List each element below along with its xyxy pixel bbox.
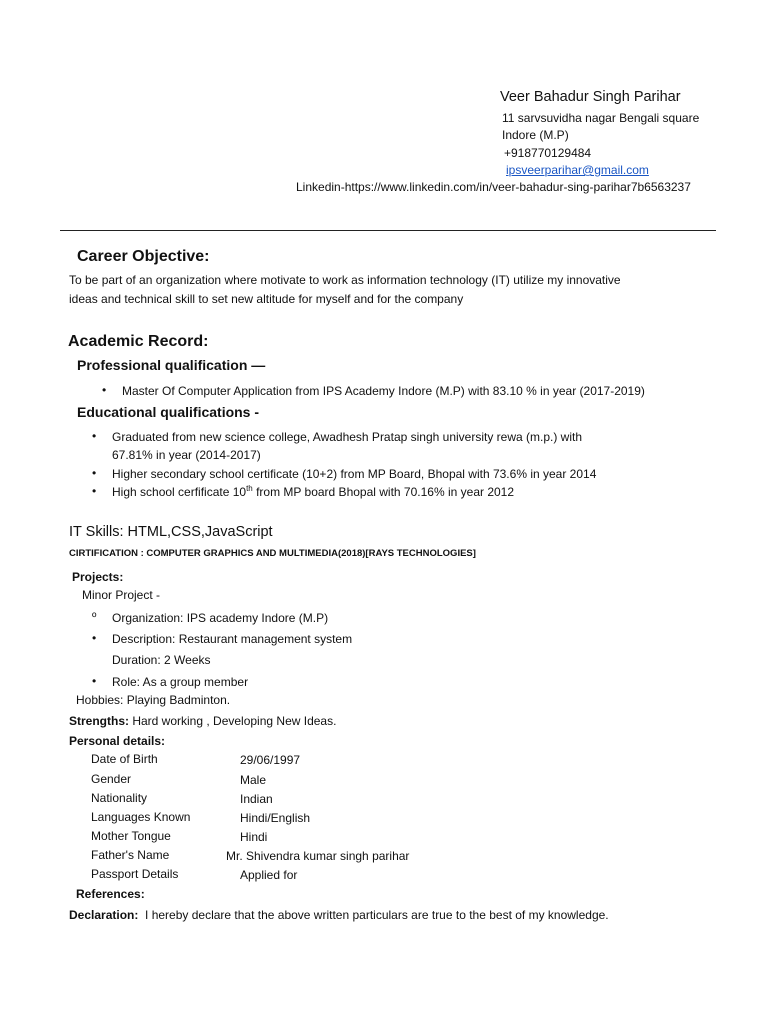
career-objective-line-1: To be part of an organization where motivate to work as information technology (IT) utilize my innovative <box>69 273 621 287</box>
circle-bullet-icon: º <box>92 610 97 624</box>
education-item-1-line-2: 67.81% in year (2014-2017) <box>112 448 261 462</box>
dob-value: 29/06/1997 <box>240 753 301 767</box>
certification: CIRTIFICATION : COMPUTER GRAPHICS AND MULTIMEDIA(2018)[RAYS TECHNOLOGIES] <box>69 548 476 559</box>
minor-project-label: Minor Project - <box>82 588 161 602</box>
education-item-1-line-1: Graduated from new science college, Awadhesh Pratap singh university rewa (m.p.) with <box>112 430 583 444</box>
education-item-2: Higher secondary school certificate (10+2) from MP Board, Bhopal with 73.6% in year 2014 <box>112 467 597 481</box>
academic-record-heading: Academic Record: <box>68 333 209 350</box>
phone-number: +918770129484 <box>504 146 592 160</box>
gender-value: Male <box>240 773 267 787</box>
declaration: Declaration: I hereby declare that the above written particulars are true to the best of my knowledge. <box>69 908 609 922</box>
header-divider <box>60 230 716 231</box>
hobbies: Hobbies: Playing Badminton. <box>76 693 231 707</box>
mother-tongue-label: Mother Tongue <box>91 829 171 843</box>
languages-value: Hindi/English <box>240 811 311 825</box>
candidate-name: Veer Bahadur Singh Parihar <box>500 89 681 105</box>
bullet-icon: • <box>92 484 97 498</box>
fathers-name-value: Mr. Shivendra kumar singh parihar <box>226 849 410 863</box>
passport-label: Passport Details <box>91 867 179 881</box>
references-heading: References: <box>76 887 145 901</box>
bullet-icon: • <box>92 466 97 480</box>
address-line-2: Indore (M.P) <box>502 128 569 142</box>
dob-label: Date of Birth <box>91 752 158 766</box>
mother-tongue-value: Hindi <box>240 830 268 844</box>
passport-value: Applied for <box>240 868 298 882</box>
project-description: Description: Restaurant management system <box>112 632 353 646</box>
educational-qualifications-heading: Educational qualifications - <box>77 404 260 420</box>
languages-label: Languages Known <box>91 810 191 824</box>
bullet-icon: • <box>92 674 97 688</box>
professional-qualification-heading: Professional qualification — <box>77 357 266 373</box>
career-objective-line-2: ideas and technical skill to set new altitude for myself and for the company <box>69 292 464 306</box>
education-item-3: High school cerfificate 10th from MP board Bhopal with 70.16% in year 2012 <box>112 484 515 499</box>
projects-heading: Projects: <box>72 570 124 584</box>
gender-label: Gender <box>91 772 132 786</box>
nationality-label: Nationality <box>91 791 148 805</box>
project-role: Role: As a group member <box>112 675 249 689</box>
nationality-value: Indian <box>240 792 273 806</box>
address-line-1: 11 sarvsuvidha nagar Bengali square <box>502 111 700 125</box>
personal-details-heading: Personal details: <box>69 734 166 748</box>
fathers-name-label: Father's Name <box>91 848 170 862</box>
email-link[interactable]: ipsveerparihar@gmail.com <box>506 163 649 177</box>
it-skills: IT Skills: HTML,CSS,JavaScript <box>69 524 273 540</box>
career-objective-heading: Career Objective: <box>77 248 210 265</box>
strengths: Strengths: Hard working , Developing New Ideas. <box>69 714 337 728</box>
project-organization: Organization: IPS academy Indore (M.P) <box>112 611 329 625</box>
professional-qualification-item: Master Of Computer Application from IPS Academy Indore (M.P) with 83.10 % in year (2017-2019) <box>122 384 645 398</box>
project-duration: Duration: 2 Weeks <box>112 653 211 667</box>
bullet-icon: • <box>92 429 97 443</box>
bullet-icon: • <box>92 631 97 645</box>
bullet-icon: • <box>102 383 107 397</box>
linkedin-url[interactable]: Linkedin-https://www.linkedin.com/in/veer-bahadur-sing-parihar7b6563237 <box>296 180 691 194</box>
